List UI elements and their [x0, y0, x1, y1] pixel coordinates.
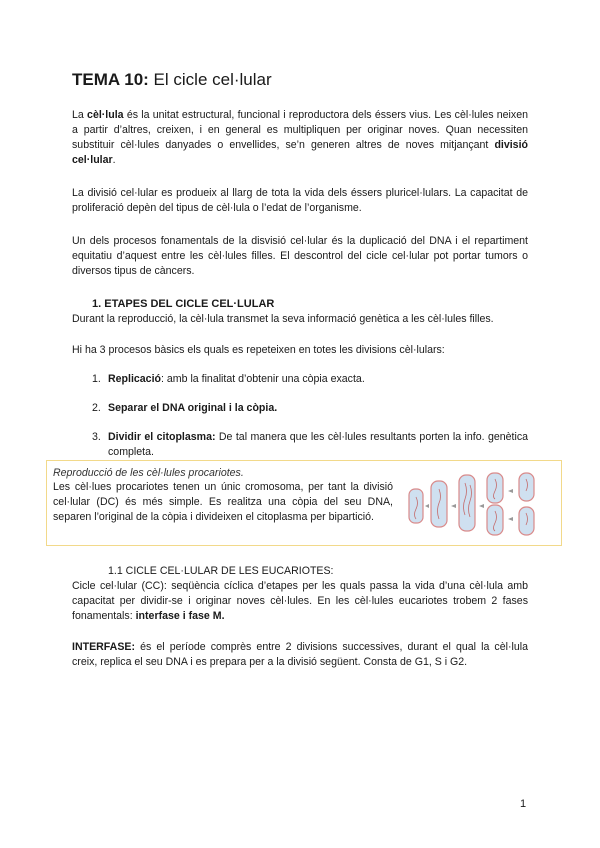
- arrow-icon: [479, 504, 484, 508]
- cell-shape: [519, 473, 534, 501]
- title-bold: TEMA 10:: [72, 70, 149, 89]
- box-title: Reproducció de les cèl·lules procariotes.: [53, 467, 244, 479]
- list-body: [108, 372, 528, 387]
- term-fases: interfase i fase M.: [135, 610, 225, 622]
- section-1-1-heading: 1.1 CICLE CEL·LULAR DE LES EUCARIOTES:: [108, 565, 334, 577]
- list-body: [108, 401, 528, 416]
- section-1-paragraph-1: Durant la reproducció, la cèl·lula transmet la seva informació genètica a les cèl·lules filles.: [72, 313, 494, 325]
- page-number: 1: [520, 798, 527, 810]
- section-1-heading: 1. ETAPES DEL CICLE CEL·LULAR: [92, 298, 275, 310]
- text-run: .: [112, 154, 116, 166]
- section-1-1-paragraph-2: [72, 640, 528, 670]
- term-cellula: cèl·lula: [87, 109, 124, 121]
- list-text: De tal manera que les cèl·lules resultants porten la info. genètica completa.: [108, 431, 529, 458]
- section-1-1-paragraph-1: [72, 579, 528, 624]
- steps-list: [72, 372, 528, 460]
- list-number: 3.: [92, 431, 101, 443]
- arrow-icon: [508, 489, 513, 521]
- intro-paragraph-3: Un dels procesos fonamentals de la disvisió cel·lular és la duplicació del DNA i el repartiment equitatiu d’aquest entre les cèl·lules filles. El descontrol del cicle cel·lular pot portar tumors o diversos tipus de càncers.: [72, 235, 528, 277]
- cell-shape: [487, 473, 503, 503]
- page-title: [72, 68, 528, 92]
- list-item: [72, 401, 528, 416]
- cell-shape: [519, 507, 534, 535]
- title-rest: El cicle cel·lular: [148, 70, 272, 89]
- cell-shape: [409, 489, 423, 523]
- term-interfase: INTERFASE:: [72, 641, 135, 653]
- text-run: Cicle cel·lular (CC): seqüència cíclica d’etapes per les quals passa la vida d’una cèl·lula amb capacitat per dividir-se i originar noves cèl·lules. En les cèl·lules eucariotes trobem 2 fases fonamentals:: [72, 580, 528, 622]
- cell-shape: [487, 505, 503, 535]
- cell-shape: [459, 475, 475, 531]
- list-number: 1.: [92, 373, 101, 385]
- binary-fission-figure: [407, 471, 553, 537]
- list-term: Separar el DNA original i la còpia.: [108, 402, 278, 414]
- list-item: [72, 372, 528, 387]
- text-run: és el període comprès entre 2 divisions successives, durant el qual la cèl·lula creix, replica el seu DNA i es prepara per a la divisió següent. Consta de G1, S i G2.: [72, 641, 528, 668]
- intro-paragraph-1: [72, 108, 528, 168]
- list-number: 2.: [92, 402, 101, 414]
- prokaryote-info-box: [46, 460, 562, 546]
- term-divisio: divisió cel·lular: [72, 139, 528, 166]
- page-content: [72, 68, 528, 474]
- intro-paragraph-2: La divisió cel·lular es produeix al llarg de tota la vida dels éssers pluricel·lulars. La capacitat de proliferació depèn del tipus de cèl·lula o l’edat de l’organisme.: [72, 187, 528, 214]
- list-term: Replicació: [108, 373, 161, 385]
- arrow-icon: [451, 504, 456, 508]
- list-text: : amb la finalitat d’obtenir una còpia exacta.: [161, 373, 365, 385]
- box-text: Les cèl·lues procariotes tenen un únic cromosoma, per tant la divisió cel·lular (DC) és més simple. Es realitza una còpia del seu DNA, separen l’original de la còpia i divideixen el citoplasma per bipartició.: [53, 481, 393, 523]
- list-term: Dividir el citoplasma:: [108, 431, 216, 443]
- section-1-paragraph-2: Hi ha 3 procesos bàsics els quals es repeteixen en totes les divisions cèl·lulars:: [72, 344, 445, 356]
- arrow-icon: [425, 504, 429, 508]
- section-1-1: [72, 564, 528, 670]
- text-run: és la unitat estructural, funcional i reproductora dels éssers vius. Les cèl·lules neixen a partir d’altres, creixen, i en general es multipliquen per originar noves. Quan necessiten substituir cèl·lules danyades o envellides, se’n generen altres de noves mitjançant: [72, 109, 528, 151]
- list-item: [72, 430, 528, 460]
- text-run: La: [72, 109, 88, 121]
- list-body: [108, 430, 528, 460]
